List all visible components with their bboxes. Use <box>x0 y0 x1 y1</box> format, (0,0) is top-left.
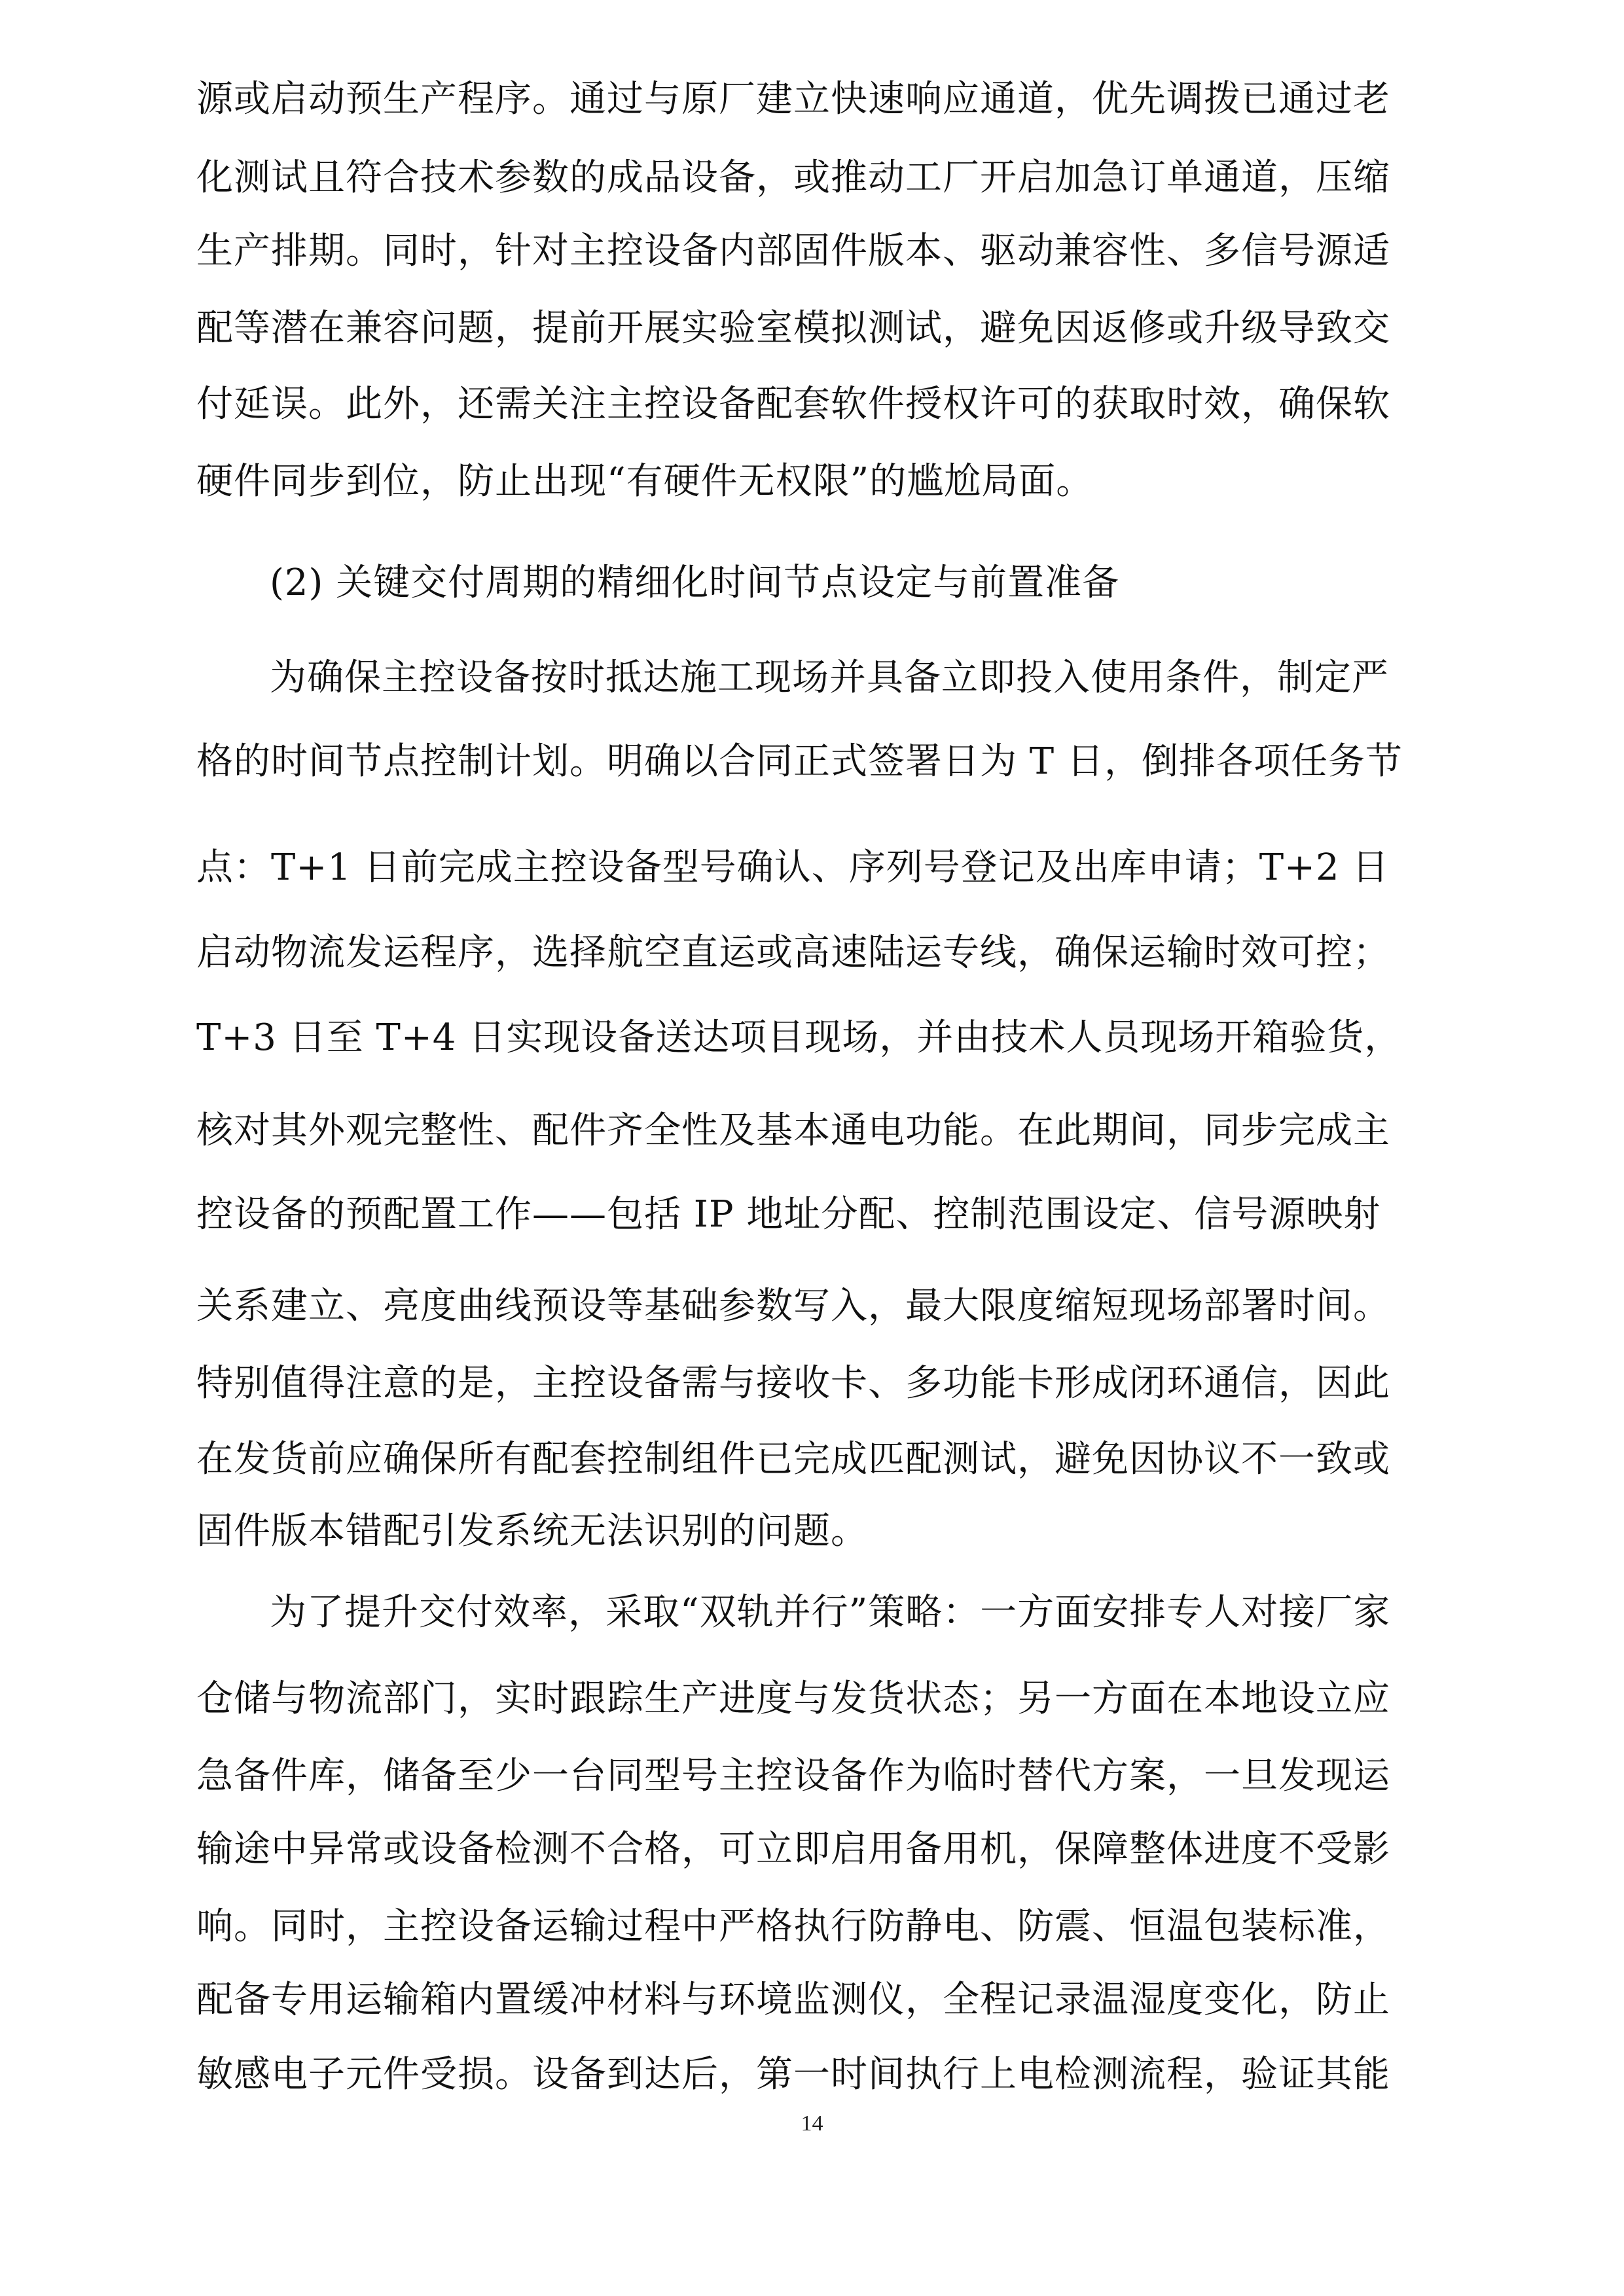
paragraph-1-line-3: 生产排期。同时，针对主控设备内部固件版本、驱动兼容性、多信号源适 <box>196 230 1390 272</box>
paragraph-3-line-5: 响。同时，主控设备运输过程中严格执行防静电、防震、恒温包装标准， <box>196 1905 1390 1948</box>
paragraph-3-line-3: 急备件库，储备至少一台同型号主控设备作为临时替代方案，一旦发现运 <box>196 1755 1390 1797</box>
paragraph-2-line-2: 格的时间节点控制计划。明确以合同正式签署日为 T 日，倒排各项任务节 <box>196 740 1403 783</box>
paragraph-1-line-1: 源或启动预生产程序。通过与原厂建立快速响应通道，优先调拨已通过老 <box>196 78 1390 120</box>
paragraph-1-line-2: 化测试且符合技术参数的成品设备，或推动工厂开启加急订单通道，压缩 <box>196 156 1390 199</box>
paragraph-3-line-4: 输途中异常或设备检测不合格，可立即启用备用机，保障整体进度不受影 <box>196 1828 1390 1871</box>
paragraph-3-line-2: 仓储与物流部门，实时跟踪生产进度与发货状态；另一方面在本地设立应 <box>196 1677 1390 1720</box>
paragraph-3-line-7: 敏感电子元件受损。设备到达后，第一时间执行上电检测流程，验证其能 <box>196 2053 1390 2096</box>
paragraph-1-line-5: 付延误。此外，还需关注主控设备配套软件授权许可的获取时效，确保软 <box>196 383 1390 425</box>
paragraph-2-line-7: 控设备的预配置工作——包括 IP 地址分配、控制范围设定、信号源映射 <box>196 1193 1381 1236</box>
paragraph-2-line-9: 特别值得注意的是，主控设备需与接收卡、多功能卡形成闭环通信，因此 <box>196 1362 1390 1405</box>
paragraph-2-line-1: 为确保主控设备按时抵达施工现场并具备立即投入使用条件，制定严 <box>270 656 1389 699</box>
paragraph-2-line-10: 在发货前应确保所有配套控制组件已完成匹配测试，避免因协议不一致或 <box>196 1438 1390 1480</box>
paragraph-2-line-3: 点：T+1 日前完成主控设备型号确认、序列号登记及出库申请；T+2 日 <box>196 846 1390 889</box>
paragraph-2-line-4: 启动物流发运程序，选择航空直运或高速陆运专线，确保运输时效可控； <box>196 931 1390 974</box>
paragraph-1-line-6: 硬件同步到位，防止出现“有硬件无权限”的尴尬局面。 <box>196 460 1094 503</box>
paragraph-2-line-6: 核对其外观完整性、配件齐全性及基本通电功能。在此期间，同步完成主 <box>196 1109 1390 1152</box>
paragraph-2-line-5: T+3 日至 T+4 日实现设备送达项目现场，并由技术人员现场开箱验货， <box>196 1016 1402 1059</box>
page-number: 14 <box>801 2111 823 2136</box>
paragraph-2-line-8: 关系建立、亮度曲线预设等基础参数写入，最大限度缩短现场部署时间。 <box>196 1285 1390 1327</box>
paragraph-2-line-11: 固件版本错配引发系统无法识别的问题。 <box>196 1510 868 1552</box>
paragraph-3-line-6: 配备专用运输箱内置缓冲材料与环境监测仪，全程记录温湿度变化，防止 <box>196 1979 1390 2021</box>
section-heading: (2) 关键交付周期的精细化时间节点设定与前置准备 <box>270 562 1120 604</box>
paragraph-3-line-1: 为了提升交付效率，采取“双轨并行”策略：一方面安排专人对接厂家 <box>270 1591 1391 1634</box>
paragraph-1-line-4: 配等潜在兼容问题，提前开展实验室模拟测试，避免因返修或升级导致交 <box>196 307 1390 350</box>
